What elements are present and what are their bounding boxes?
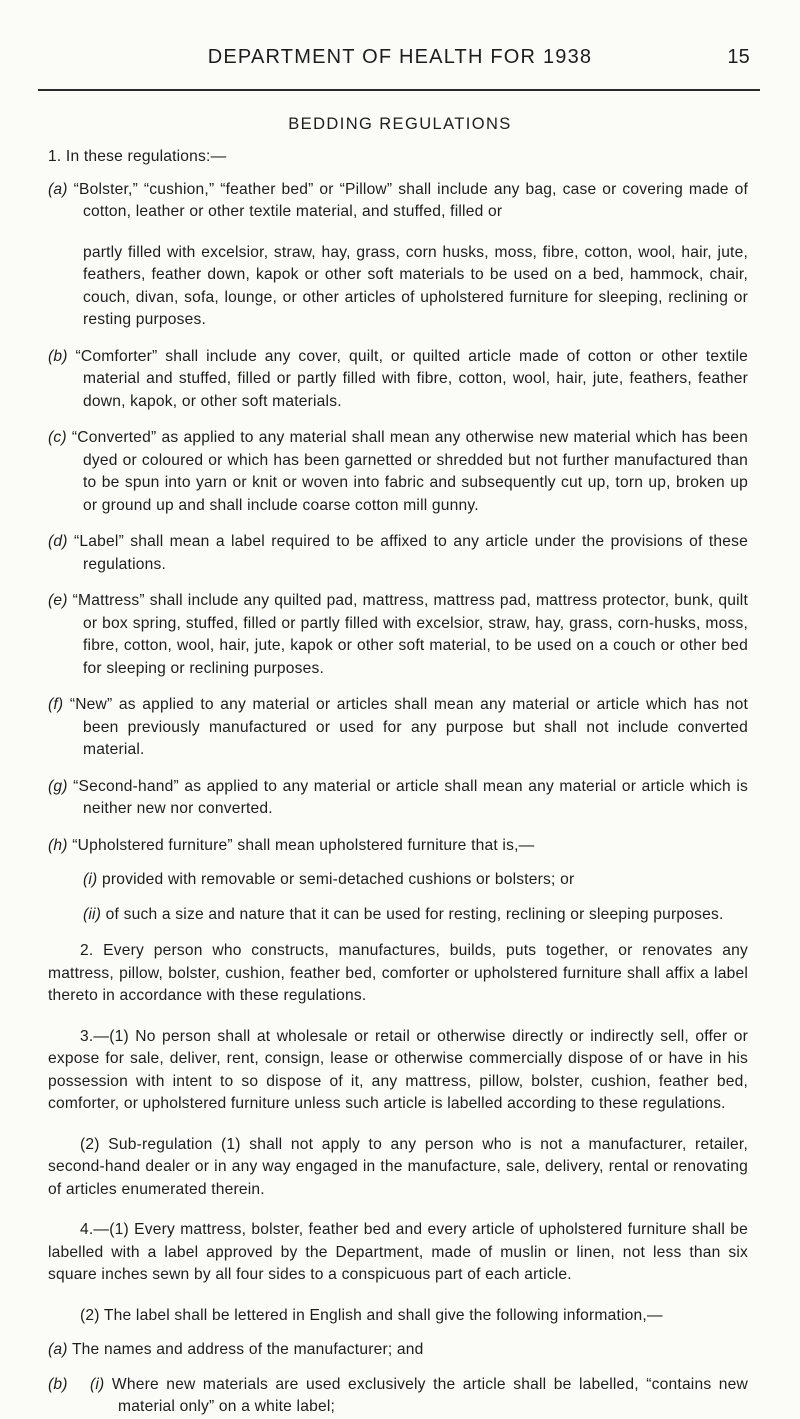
- item-text: Where new materials are used exclusively the article shall be labelled, “contains new material only” on a white label;: [111, 1375, 748, 1415]
- regulation-3-1: 3.—(1) No person shall at wholesale or retail or otherwise directly or indirectly sell, offer or expose for sale, deliver, rent, consign, lease or otherwise commercially dispose of or have in his possession with intent to so dispose of it, any mattress, pillow, bolster, cushion, feather bed, comforter, or upholstered furniture unless such article is labelled according to these regulations.: [48, 1027, 748, 1112]
- header-rule: [38, 89, 760, 91]
- definition-text: “Label” shall mean a label required to be affixed to any article under the provisions of these regulations.: [74, 533, 748, 573]
- item-marker: (f): [48, 696, 64, 713]
- document-body: [48, 146, 748, 1419]
- item-marker: (e): [48, 592, 68, 609]
- definition-text: of such a size and nature that it can be used for resting, reclining or sleeping purposes.: [105, 905, 724, 923]
- definition-text: “Converted” as applied to any material shall mean any otherwise new material which has been dyed or coloured or which has been garnetted or shredded but not further manufactured than to be spun into yarn or knit or woven into fabric and subsequently cut up, torn up, broken up or ground up and shall include coarse cotton mill gunny.: [71, 429, 748, 514]
- definition-upholstered-i: [83, 869, 748, 892]
- definition-text: “New” as applied to any material or articles shall mean any material or article which has not been previously manufactured or used for any purpose but shall not include converted material.: [69, 696, 748, 758]
- page-number: 15: [727, 46, 750, 68]
- regulation-4-2-a: [48, 1339, 748, 1362]
- definition-text: “Mattress” shall include any quilted pad, mattress, mattress pad, mattress protector, bunk, quilt or box spring, stuffed, filled or partly filled with excelsior, straw, hay, grass, corn-husks, moss, fibre, cotton, wool, hair, jute, kapok or other soft material, to be used on a couch or other bed for sleeping or reclining purposes.: [72, 592, 748, 677]
- item-marker: (b): [48, 347, 68, 365]
- definition-upholstered-furniture: [48, 835, 748, 858]
- definition-bolster: [48, 179, 748, 224]
- item-marker: (i): [83, 871, 98, 888]
- definition-text: “Bolster,” “cushion,” “feather bed” or “Pillow” shall include any bag, case or covering made of cotton, leather or other textile material, and stuffed, filled or: [73, 180, 748, 220]
- regulation-4-2: (2) The label shall be lettered in English and shall give the following information,—: [80, 1306, 663, 1324]
- definition-text: provided with removable or semi-detached cushions or bolsters; or: [102, 871, 575, 888]
- item-marker: (c): [48, 429, 67, 446]
- running-header: [50, 42, 750, 72]
- regulation-4-1: 4.—(1) Every mattress, bolster, feather bed and every article of upholstered furniture shall be labelled with a label approved by the Department, made of muslin or linen, not less than six square inches sewn by all four sides to a conspicuous part of each article.: [48, 1221, 748, 1283]
- definition-upholstered-ii: [83, 904, 748, 927]
- regulation-1-intro: 1. In these regulations:—: [48, 148, 227, 165]
- section-heading: BEDDING REGULATIONS: [288, 115, 512, 133]
- item-marker: (h): [48, 836, 68, 854]
- definition-second-hand: [48, 776, 748, 821]
- item-text: The names and address of the manufacturer; and: [71, 1341, 424, 1358]
- regulation-3-2: (2) Sub-regulation (1) shall not apply to any person who is not a manufacturer, retailer, second-hand dealer or in any way engaged in the manufacture, sale, delivery, rental or renovating of articles enumerated therein.: [48, 1135, 748, 1198]
- running-header-title: DEPARTMENT OF HEALTH FOR 1938: [207, 46, 593, 68]
- definition-new: [48, 694, 748, 762]
- item-marker: (a): [48, 180, 68, 198]
- item-marker: (b): [48, 1375, 68, 1393]
- item-marker: (g): [48, 777, 68, 795]
- definition-bolster-continued: partly filled with excelsior, straw, hay, grass, corn husks, moss, fibre, cotton, wool, hair, jute, feathers, feather down, kapok or other soft materials to be used on a bed, hammock, chair, couch, divan, sofa, lounge, or other articles of upholstered furniture for sleeping, reclining or resting purposes.: [83, 243, 748, 328]
- definition-text: “Comforter” shall include any cover, quilt, or quilted article made of cotton or other textile material and stuffed, filled or partly filled with fibre, cotton, wool, hair, jute, feathers, feather down, kapok, or other soft materials.: [75, 347, 748, 410]
- item-marker: (d): [48, 533, 68, 550]
- item-marker: (ii): [83, 905, 102, 923]
- definition-text: “Upholstered furniture” shall mean upholstered furniture that is,—: [72, 836, 535, 854]
- definition-text: “Second-hand” as applied to any material or article shall mean any material or article which is neither new nor converted.: [73, 777, 748, 817]
- regulation-2: 2. Every person who constructs, manufactures, builds, puts together, or renovates any mattress, pillow, bolster, cushion, feather bed, comforter or upholstered furniture shall affix a label thereto in accordance with these regulations.: [48, 942, 748, 1004]
- definition-comforter: [48, 346, 748, 414]
- definition-label: [48, 531, 748, 576]
- definition-converted: [48, 427, 748, 517]
- item-marker: (i): [90, 1375, 105, 1393]
- definition-mattress: [48, 590, 748, 680]
- regulation-4-2-b: [48, 1374, 748, 1419]
- item-marker: (a): [48, 1341, 68, 1358]
